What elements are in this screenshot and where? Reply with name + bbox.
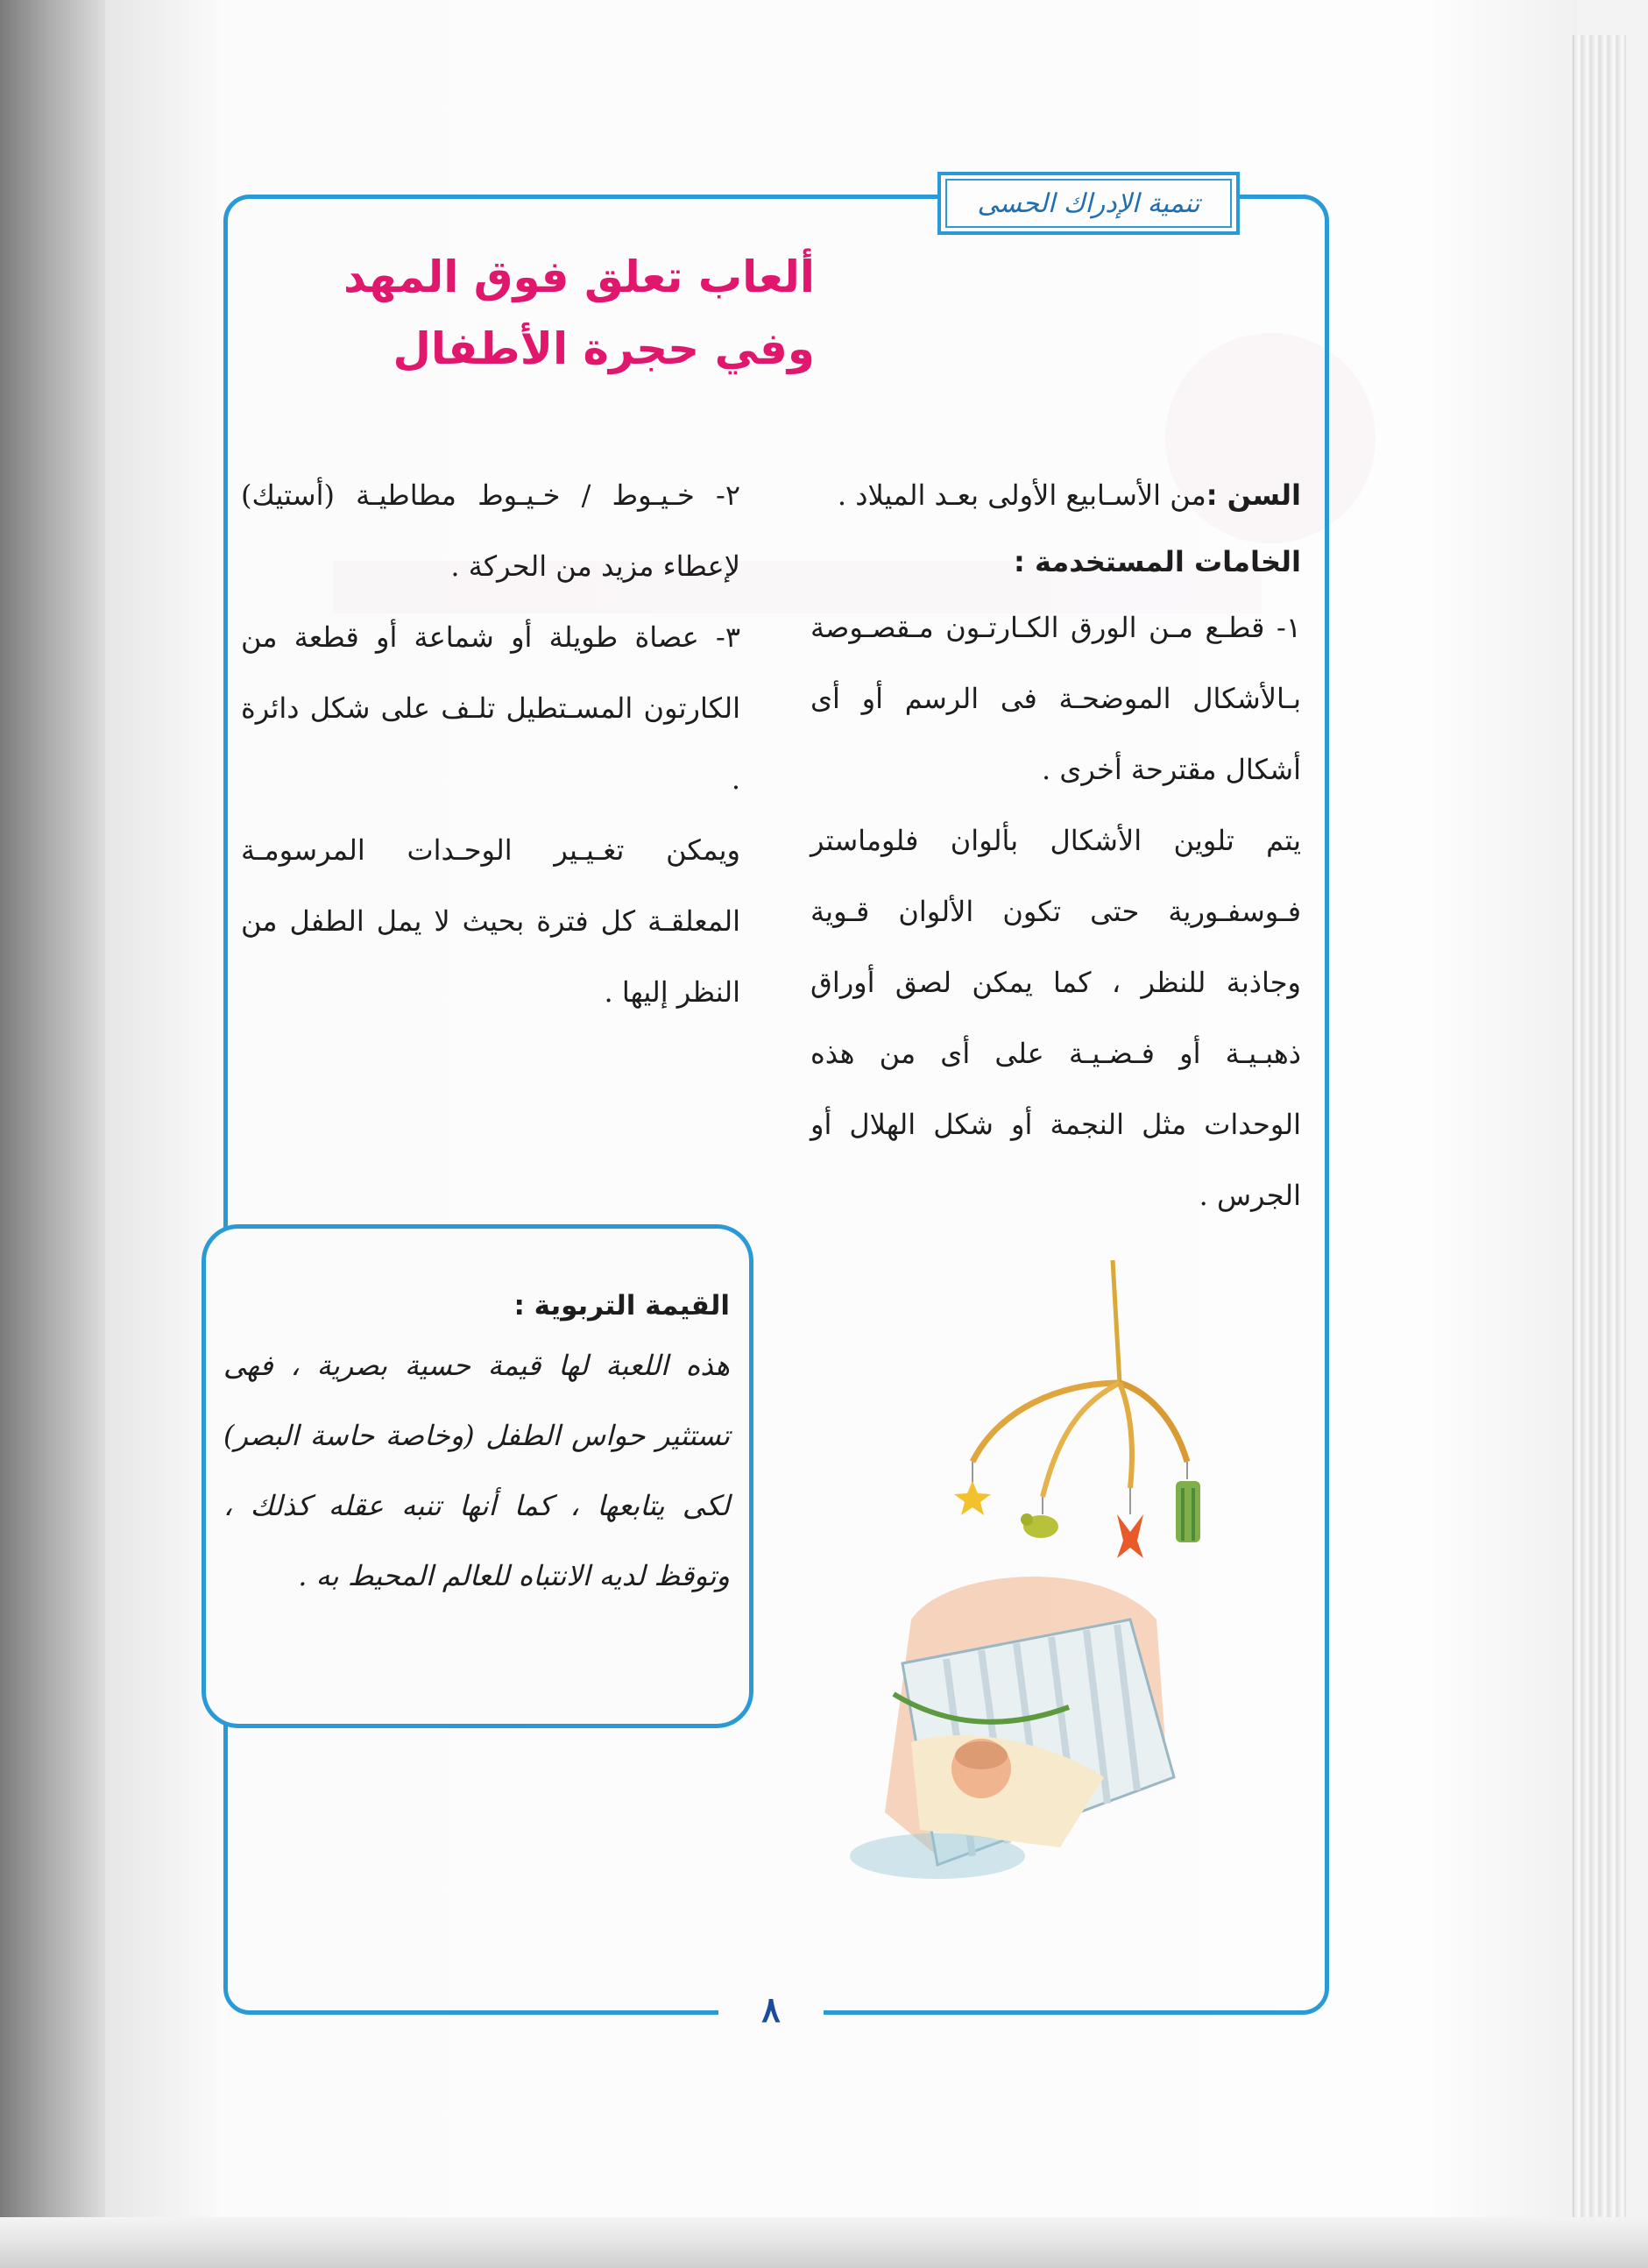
page-title: [343, 241, 815, 385]
educational-value-heading: القيمة التربوية :: [513, 1290, 730, 1322]
page-stack-edges: [1573, 35, 1626, 2252]
materials-item-2: ٢- خـيـوط / خـيـوط مطاطيـة (أستيك) لإعطاء مزيد من الحركة .: [241, 478, 740, 583]
change-units-note: ويمكن تغـيـير الوحـدات المرسومـة المعلقـة كل فترة بحيث لا يمل الطفل من النظر إليها .: [241, 833, 740, 1009]
butterfly-ornament-icon: [1117, 1514, 1143, 1558]
materials-item-1: ١- قطـع مـن الورق الكـارتـون مـقصـوصة بـالأشكال الموضحـة فى الرسم أو أى أشكال مقترحة أخرى .: [810, 611, 1301, 786]
coloring-paragraph: يتم تلوين الأشكال بألوان فلوماستر فـوسفـورية حتى تكون الألوان قـوية وجاذبة للنظر ، كما يمكن لصق أوراق ذهبـيـة أو فـضـيـة على أى من هذه الوحدات مثل النجمة أو شكل الهلال أو الجرس .: [810, 824, 1301, 1212]
title-line-2: وفي حجرة الأطفال: [393, 323, 815, 374]
mobile-arm: [1043, 1383, 1120, 1497]
title-line-1: ألعاب تعلق فوق المهد: [343, 252, 815, 302]
star-ornament-icon: [954, 1481, 991, 1515]
left-column: [241, 460, 740, 1028]
educational-value-box: [202, 1224, 753, 1728]
section-tab: [937, 172, 1240, 235]
section-tab-label: تنمية الإدراك الحسى: [945, 179, 1232, 228]
page-bottom-edge: [0, 2217, 1648, 2268]
age-text: من الأسـابيع الأولى بعـد الميلاد .: [837, 478, 1206, 512]
mobile-arm: [1120, 1383, 1132, 1488]
age-paragraph: [810, 460, 1301, 531]
materials-heading: الخامات المستخدمة :: [1014, 545, 1301, 578]
mobile-pole: [1113, 1260, 1120, 1383]
right-column: [810, 460, 1301, 1231]
materials-item-3: ٣- عصاة طويلة أو شماعة أو قطعة من الكارتون المسـتطيل تلـف على شكل دائرة .: [241, 620, 740, 796]
page-number: ٨: [761, 1989, 781, 2031]
chime-ornament-icon: [1176, 1481, 1200, 1542]
educational-value-text: هذه اللعبة لها قيمة حسية بصرية ، فهى تستثير حواس الطفل (وخاصة حاسة البصر) لكى يتابعها ، كما أنها تنبه عقله كذلك ، وتوقظ لديه الانتباه للعالم المحيط به .: [223, 1349, 730, 1592]
age-label: السن :: [1206, 478, 1301, 512]
crib-mobile-illustration: [841, 1251, 1227, 1882]
